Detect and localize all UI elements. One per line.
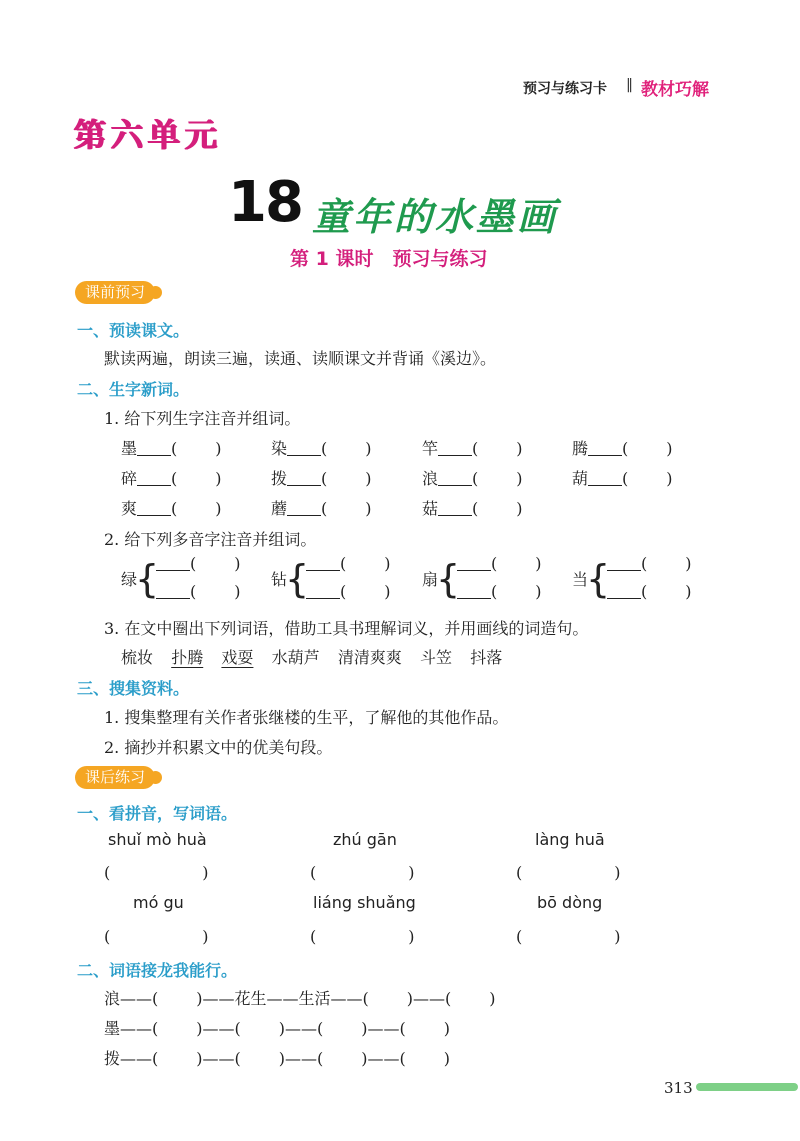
paren-open: (: [491, 582, 498, 601]
answer-blank[interactable]: [588, 469, 622, 486]
vocab-word: 水葫芦: [271, 648, 320, 667]
paren-close: ): [234, 582, 241, 601]
paren-open: (: [171, 439, 178, 458]
pre-study-tag: 课前预习: [75, 281, 155, 304]
paren-open: (: [472, 439, 479, 458]
answer-paren[interactable]: ( ): [310, 927, 415, 946]
chain-row-2: 墨——( )——( )——( )——( ): [104, 1019, 451, 1038]
chain-fixed-word: 生活: [298, 989, 331, 1008]
answer-paren[interactable]: ( ): [104, 863, 209, 882]
answer-blank[interactable]: [438, 469, 472, 486]
header-left: 预习与练习卡: [523, 81, 607, 97]
pinyin-2: zhú gān: [333, 830, 397, 849]
paren-close: ): [215, 499, 222, 518]
char: 菇: [422, 499, 439, 518]
answer-paren[interactable]: ( ): [516, 927, 621, 946]
unit-title: [74, 110, 222, 156]
post-class-tag: 课后练习: [75, 766, 155, 789]
brace-icon: {: [135, 557, 160, 601]
char: 腾: [572, 439, 589, 458]
paren-close: ): [384, 582, 391, 601]
pre-section-1-title: 一、预读课文。: [77, 321, 190, 340]
paren-open: (: [340, 554, 347, 573]
chain-row-1: 浪——( )——花生——生活——( )——( ): [104, 989, 496, 1008]
post-section-2-title: 二、词语接龙我能行。: [77, 961, 238, 980]
vocab-word: 斗笠: [420, 648, 453, 667]
answer-blank[interactable]: [588, 439, 622, 456]
paren-close: ): [215, 439, 222, 458]
answer-blank[interactable]: [306, 582, 340, 599]
paren-open: (: [190, 554, 197, 573]
pinyin-1: shuǐ mò huà: [108, 830, 207, 849]
lesson-title: 童年的水墨画: [312, 195, 559, 239]
answer-blank[interactable]: [156, 554, 190, 571]
answer-blank[interactable]: [287, 469, 321, 486]
polyphone-char: 绿: [121, 570, 138, 589]
char: 拨: [271, 469, 288, 488]
char: 爽: [121, 499, 138, 518]
paren-close: ): [666, 469, 673, 488]
lesson-number: 18: [228, 170, 302, 235]
vocab-word: 梳妆: [121, 648, 154, 667]
polyphone-row: [121, 554, 701, 610]
paren-open: (: [641, 582, 648, 601]
char: 碎: [121, 469, 138, 488]
paren-close: ): [215, 469, 222, 488]
char: 竿: [422, 439, 439, 458]
answer-blank[interactable]: [156, 582, 190, 599]
vocab-word: 抖落: [470, 648, 503, 667]
paren-open: (: [491, 554, 498, 573]
answer-blank[interactable]: [137, 469, 171, 486]
vocab-word-underlined: 戏耍: [221, 648, 254, 667]
paren-close: ): [516, 439, 523, 458]
brace-icon: {: [586, 557, 611, 601]
paren-open: (: [321, 439, 328, 458]
paren-close: ): [234, 554, 241, 573]
pinyin-3: làng huā: [535, 830, 605, 849]
char: 墨: [121, 439, 138, 458]
brace-icon: {: [285, 557, 310, 601]
answer-paren[interactable]: ( ): [516, 863, 621, 882]
unit-title-char: 元: [185, 116, 220, 154]
question-1: 1. 给下列生字注音并组词。: [104, 409, 301, 428]
answer-blank[interactable]: [306, 554, 340, 571]
char: 浪: [422, 469, 439, 488]
collect-item-2: 2. 摘抄并积累文中的优美句段。: [104, 738, 333, 757]
chain-start: 墨: [104, 1019, 121, 1038]
paren-open: (: [321, 499, 328, 518]
paren-close: ): [365, 499, 372, 518]
answer-blank[interactable]: [438, 499, 472, 516]
answer-paren[interactable]: ( ): [310, 863, 415, 882]
char: 蘑: [271, 499, 288, 518]
chain-fixed-word: 花生: [234, 989, 267, 1008]
paren-open: (: [622, 469, 629, 488]
chain-start: 拨: [104, 1049, 121, 1068]
pinyin-4: mó gu: [133, 893, 184, 912]
vocab-word: 清清爽爽: [337, 648, 402, 667]
pre-section-1-text: 默读两遍，朗读三遍，读通、读顺课文并背诵《溪边》。: [104, 349, 497, 368]
unit-title-char: 六: [111, 116, 146, 154]
paren-open: (: [171, 469, 178, 488]
answer-blank[interactable]: [137, 499, 171, 516]
question-3: 3. 在文中圈出下列词语，借助工具书理解词义，并用画线的词造句。: [104, 619, 589, 638]
paren-close: ): [535, 554, 542, 573]
paren-open: (: [340, 582, 347, 601]
answer-blank[interactable]: [438, 439, 472, 456]
paren-close: ): [365, 469, 372, 488]
paren-open: (: [472, 499, 479, 518]
vocab-word-underlined: 扑腾: [171, 648, 204, 667]
pinyin-5: liáng shuǎng: [313, 893, 416, 912]
polyphone-char: 当: [572, 570, 589, 589]
paren-open: (: [641, 554, 648, 573]
paren-open: (: [472, 469, 479, 488]
paren-open: (: [171, 499, 178, 518]
paren-close: ): [384, 554, 391, 573]
lesson-subtitle: 第 1 课时 预习与练习: [290, 248, 488, 270]
chain-row-3: 拨——( )——( )——( )——( ): [104, 1049, 451, 1068]
pre-section-3-title: 三、搜集资料。: [77, 679, 190, 698]
answer-blank[interactable]: [287, 439, 321, 456]
post-section-1-title: 一、看拼音，写词语。: [77, 804, 238, 823]
paren-close: ): [365, 439, 372, 458]
answer-blank[interactable]: [607, 582, 641, 599]
char: 染: [271, 439, 288, 458]
pre-section-2-title: 二、生字新词。: [77, 380, 190, 399]
polyphone-char: 扇: [422, 570, 439, 589]
unit-title-char: 第: [74, 116, 109, 154]
page-number: 313: [664, 1079, 693, 1097]
paren-close: ): [685, 582, 692, 601]
answer-paren[interactable]: ( ): [104, 927, 209, 946]
paren-close: ): [516, 469, 523, 488]
header-right: 教材巧解: [641, 80, 709, 100]
paren-close: ): [535, 582, 542, 601]
chain-start: 浪: [104, 989, 121, 1008]
paren-close: ): [685, 554, 692, 573]
answer-blank[interactable]: [457, 582, 491, 599]
answer-blank[interactable]: [287, 499, 321, 516]
polyphone-char: 钻: [271, 570, 288, 589]
pinyin-6: bō dòng: [537, 893, 603, 912]
paren-open: (: [622, 439, 629, 458]
answer-blank[interactable]: [607, 554, 641, 571]
answer-blank[interactable]: [137, 439, 171, 456]
vocab-words: [121, 645, 502, 668]
char: 葫: [572, 469, 589, 488]
unit-title-char: 单: [148, 116, 183, 154]
question-2: 2. 给下列多音字注音并组词。: [104, 530, 317, 549]
footer-green-bar: [696, 1083, 798, 1091]
paren-close: ): [516, 499, 523, 518]
collect-item-1: 1. 搜集整理有关作者张继楼的生平，了解他的其他作品。: [104, 708, 509, 727]
paren-close: ): [666, 439, 673, 458]
answer-blank[interactable]: [457, 554, 491, 571]
paren-open: (: [190, 582, 197, 601]
brace-icon: {: [436, 557, 461, 601]
header-separator: ‖: [626, 77, 633, 93]
paren-open: (: [321, 469, 328, 488]
